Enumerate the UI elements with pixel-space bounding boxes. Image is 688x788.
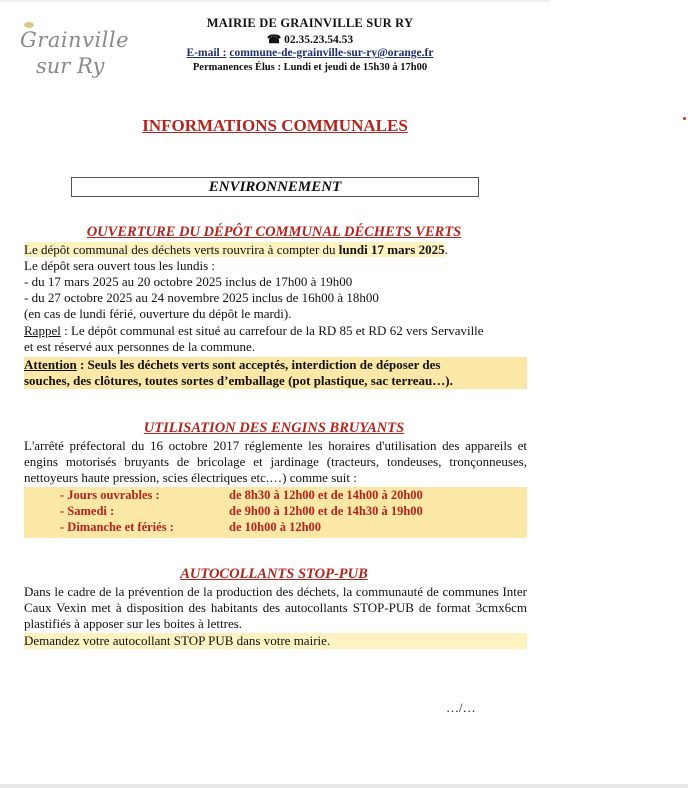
logo-line1: Grainville [20,28,130,52]
mairie-title: MAIRIE DE GRAINVILLE SUR RY [206,16,414,30]
depot-attention2: souches, des clôtures, toutes sortes d’emballage (pot plastique, sac terreau…). [24,373,527,389]
stoppub-title: AUTOCOLLANTS STOP-PUB [180,566,368,582]
permanences: Permanences Élus : Lundi et jeudi de 15h30 à 17h00 [192,62,428,73]
schedule-row: - Jours ouvrables : de 8h30 à 12h00 et de 14h00 à 20h00 [60,488,423,502]
depot-line4: - du 27 octobre 2025 au 24 novembre 2025 inclus de 16h00 à 18h00 [24,290,379,305]
depot-line3: - du 17 mars 2025 au 20 octobre 2025 inclus de 17h00 à 19h00 [24,274,353,289]
commune-logo [20,22,130,92]
section-banner: ENVIRONNEMENT [71,177,479,197]
schedule-row: - Samedi : de 9h00 à 12h00 et de 14h30 à 19h00 [60,504,423,518]
engins-title: UTILISATION DES ENGINS BRUYANTS [143,420,405,436]
email-label: E-mail : [186,47,227,59]
depot-rappel2: et est réservé aux personnes de la commune. [24,339,256,354]
stoppub-demand: Demandez votre autocollant STOP PUB dans votre mairie. [24,633,527,649]
logo-line2: sur Ry [36,54,105,78]
stoppub-text: Dans le cadre de la prévention de la production des déchets, la communauté de communes Inter Caux Vexin met à disposition des habitants des autocollants STOP-PUB de format 3cmx6cm plastifiés à apposer sur les boites à lettres. [24,584,527,631]
depot-line5: (en cas de lundi férié, ouverture du dépôt le mardi). [24,306,292,321]
phone-number: 02.35.23.54.53 [284,34,354,46]
schedule-row: - Dimanche et fériés : de 10h00 à 12h00 [60,520,322,534]
email-link[interactable]: commune-de-grainville-sur-ry@orange.fr [229,47,434,59]
top-edge [0,0,550,2]
stray-mark [683,117,686,120]
email-line [150,47,470,59]
depot-attention: Attention : Seuls les déchets verts sont acceptés, interdiction de déposer des [24,357,527,373]
depot-title: OUVERTURE DU DÉPÔT COMMUNAL DÉCHETS VERTS [86,224,462,240]
depot-intro: Le dépôt communal des déchets verts rouvrira à compter du lundi 17 mars 2025. [24,242,448,257]
continuation-mark: …/… [446,700,476,715]
phone-icon: ☎ [266,34,282,46]
page-title: INFORMATIONS COMMUNALES [142,116,408,135]
engins-text: L'arrêté préfectoral du 16 octobre 2017 réglemente les horaires d'utilisation des appareils et engins motorisés bruyants de bricolage et jardinage (tracteurs, tondeuses, tronçonneuses, nettoyeurs haute pression, scies électriques etc.…) comme suit : [24,438,527,485]
bottom-edge [0,784,688,788]
depot-line2: Le dépôt sera ouvert tous les lundis : [24,258,215,273]
phone-line [150,32,470,46]
depot-rappel: Rappel : Le dépôt communal est situé au carrefour de la RD 85 et RD 62 vers Servaville [24,323,484,338]
